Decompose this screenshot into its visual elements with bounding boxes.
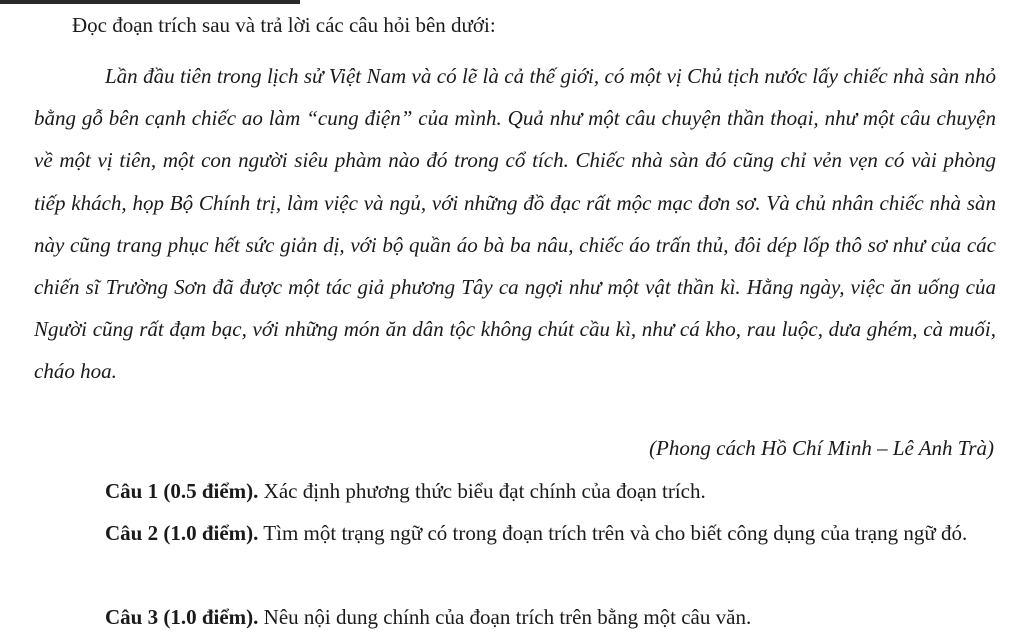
source-citation: (Phong cách Hồ Chí Minh – Lê Anh Trà) bbox=[649, 436, 994, 460]
question-1 bbox=[34, 470, 996, 512]
instruction-text: Đọc đoạn trích sau và trả lời các câu hỏi bên dưới: bbox=[72, 13, 496, 37]
question-2 bbox=[34, 512, 996, 554]
question-3-label: Câu 3 (1.0 điểm). bbox=[105, 605, 259, 629]
question-1-text: Xác định phương thức biểu đạt chính của đoạn trích. bbox=[258, 479, 706, 503]
excerpt-paragraph: Lần đầu tiên trong lịch sử Việt Nam và có lẽ là cả thế giới, có một vị Chủ tịch nước lấy chiếc nhà sàn nhỏ bằng gỗ bên cạnh chiếc ao làm “cung điện” của mình. Quả như một câu chuyện thần thoại, như một câu chuyện về một vị tiên, một con người siêu phàm nào đó trong cổ tích. Chiếc nhà sàn đó cũng chỉ vẻn vẹn có vài phòng tiếp khách, họp Bộ Chính trị, làm việc và ngủ, với những đồ đạc rất mộc mạc đơn sơ. Và chủ nhân chiếc nhà sàn này cũng trang phục hết sức giản dị, với bộ quần áo bà ba nâu, chiếc áo trấn thủ, đôi dép lốp thô sơ như của các chiến sĩ Trường Sơn đã được một tác giả phương Tây ca ngợi như một vật thần kì. Hằng ngày, việc ăn uống của Người cũng rất đạm bạc, với những món ăn dân tộc không chút cầu kì, như cá kho, rau luộc, dưa ghém, cà muối, cháo hoa. bbox=[34, 64, 996, 384]
question-3-text: Nêu nội dung chính của đoạn trích trên bằng một câu văn. bbox=[258, 605, 752, 629]
question-3 bbox=[34, 596, 996, 638]
question-2-label: Câu 2 (1.0 điểm). bbox=[105, 521, 259, 545]
question-2-text: Tìm một trạng ngữ có trong đoạn trích trên và cho biết công dụng của trạng ngữ đó. bbox=[258, 521, 968, 545]
question-1-label: Câu 1 (0.5 điểm). bbox=[105, 479, 259, 503]
